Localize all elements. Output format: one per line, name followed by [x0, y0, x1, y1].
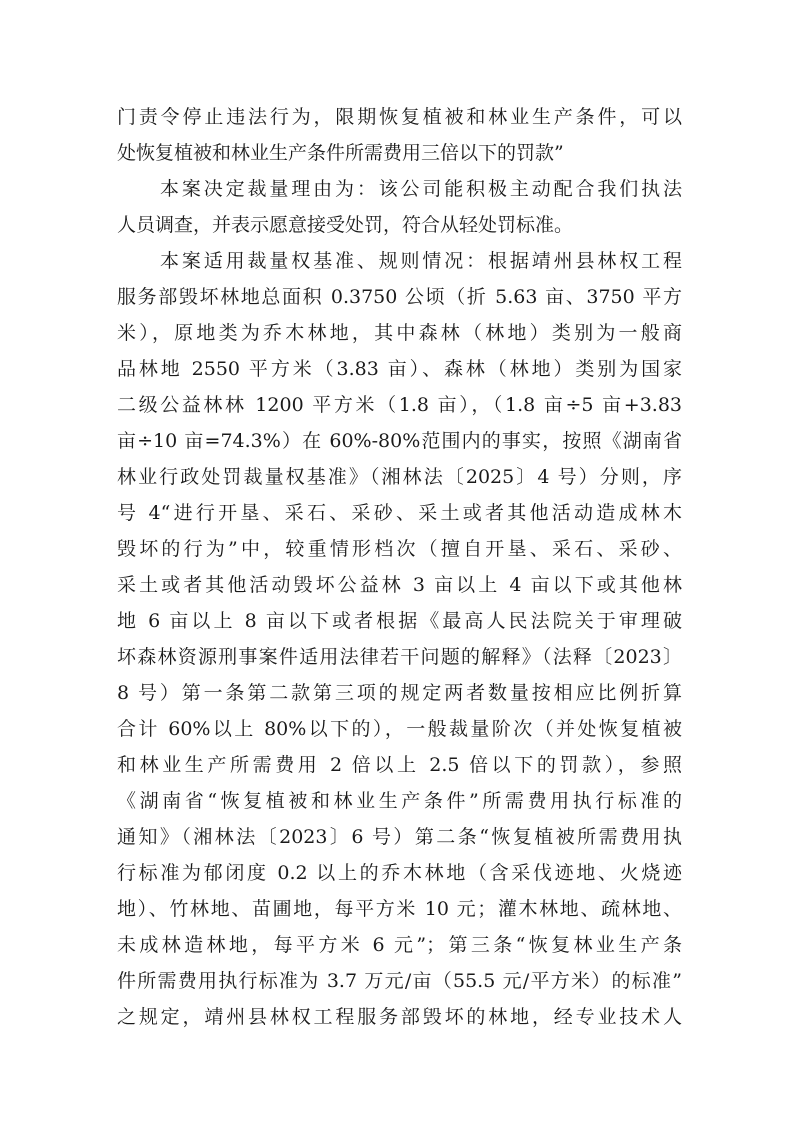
- text-line: 林业行政处罚裁量权基准》（湘林法〔2025〕4 号）分则，序: [117, 466, 682, 488]
- text-line: 《湖南省“恢复植被和林业生产条件”所需费用执行标准的: [117, 790, 682, 812]
- text-line: 人员调查，并表示愿意接受处罚，符合从轻处罚标准。: [117, 214, 574, 236]
- text-line: 处恢复植被和林业生产条件所需费用三倍以下的罚款”: [117, 142, 564, 164]
- text-line: 毁坏的行为”中，较重情形档次（擅自开垦、采石、采砂、: [117, 538, 682, 560]
- text-line: 本案适用裁量权基准、规则情况：根据靖州县林权工程: [160, 250, 682, 272]
- text-line: 行标准为郁闭度 0.2 以上的乔木林地（含采伐迹地、火烧迹: [117, 862, 682, 884]
- text-line: 号 4“进行开垦、采石、采砂、采土或者其他活动造成林木: [117, 502, 682, 524]
- text-line: 二级公益林林 1200 平方米（1.8 亩），（1.8 亩÷5 亩+3.83: [117, 394, 682, 416]
- text-line: 和林业生产所需费用 2 倍以上 2.5 倍以下的罚款），参照: [117, 754, 682, 776]
- text-line: 服务部毁坏林地总面积 0.3750 公顷（折 5.63 亩、3750 平方: [117, 286, 682, 308]
- text-line: 件所需费用执行标准为 3.7 万元/亩（55.5 元/平方米）的标准”: [117, 970, 682, 992]
- text-line: 亩÷10 亩=74.3%）在 60%-80%范围内的事实，按照《湖南省: [117, 430, 682, 452]
- text-line: 未成林造林地，每平方米 6 元”；第三条“恢复林业生产条: [117, 934, 682, 956]
- text-line: 合计 60%以上 80%以下的），一般裁量阶次（并处恢复植被: [117, 718, 682, 740]
- text-line: 之规定，靖州县林权工程服务部毁坏的林地，经专业技术人: [117, 1006, 682, 1028]
- text-line: 本案决定裁量理由为：该公司能积极主动配合我们执法: [160, 178, 682, 200]
- text-line: 品林地 2550 平方米（3.83 亩）、森林（林地）类别为国家: [117, 358, 682, 380]
- text-line: 门责令停止违法行为，限期恢复植被和林业生产条件，可以: [117, 106, 682, 128]
- text-line: 坏森林资源刑事案件适用法律若干问题的解释》（法释〔2023〕: [117, 646, 682, 668]
- text-line: 米），原地类为乔木林地，其中森林（林地）类别为一般商: [117, 322, 682, 344]
- text-line: 通知》（湘林法〔2023〕6 号）第二条“恢复植被所需费用执: [117, 826, 682, 848]
- text-line: 8 号）第一条第二款第三项的规定两者数量按相应比例折算: [117, 682, 682, 704]
- text-line: 地）、竹林地、苗圃地，每平方米 10 元；灌木林地、疏林地、: [117, 898, 682, 920]
- text-line: 采土或者其他活动毁坏公益林 3 亩以上 4 亩以下或其他林: [117, 574, 682, 596]
- text-line: 地 6 亩以上 8 亩以下或者根据《最高人民法院关于审理破: [117, 610, 682, 632]
